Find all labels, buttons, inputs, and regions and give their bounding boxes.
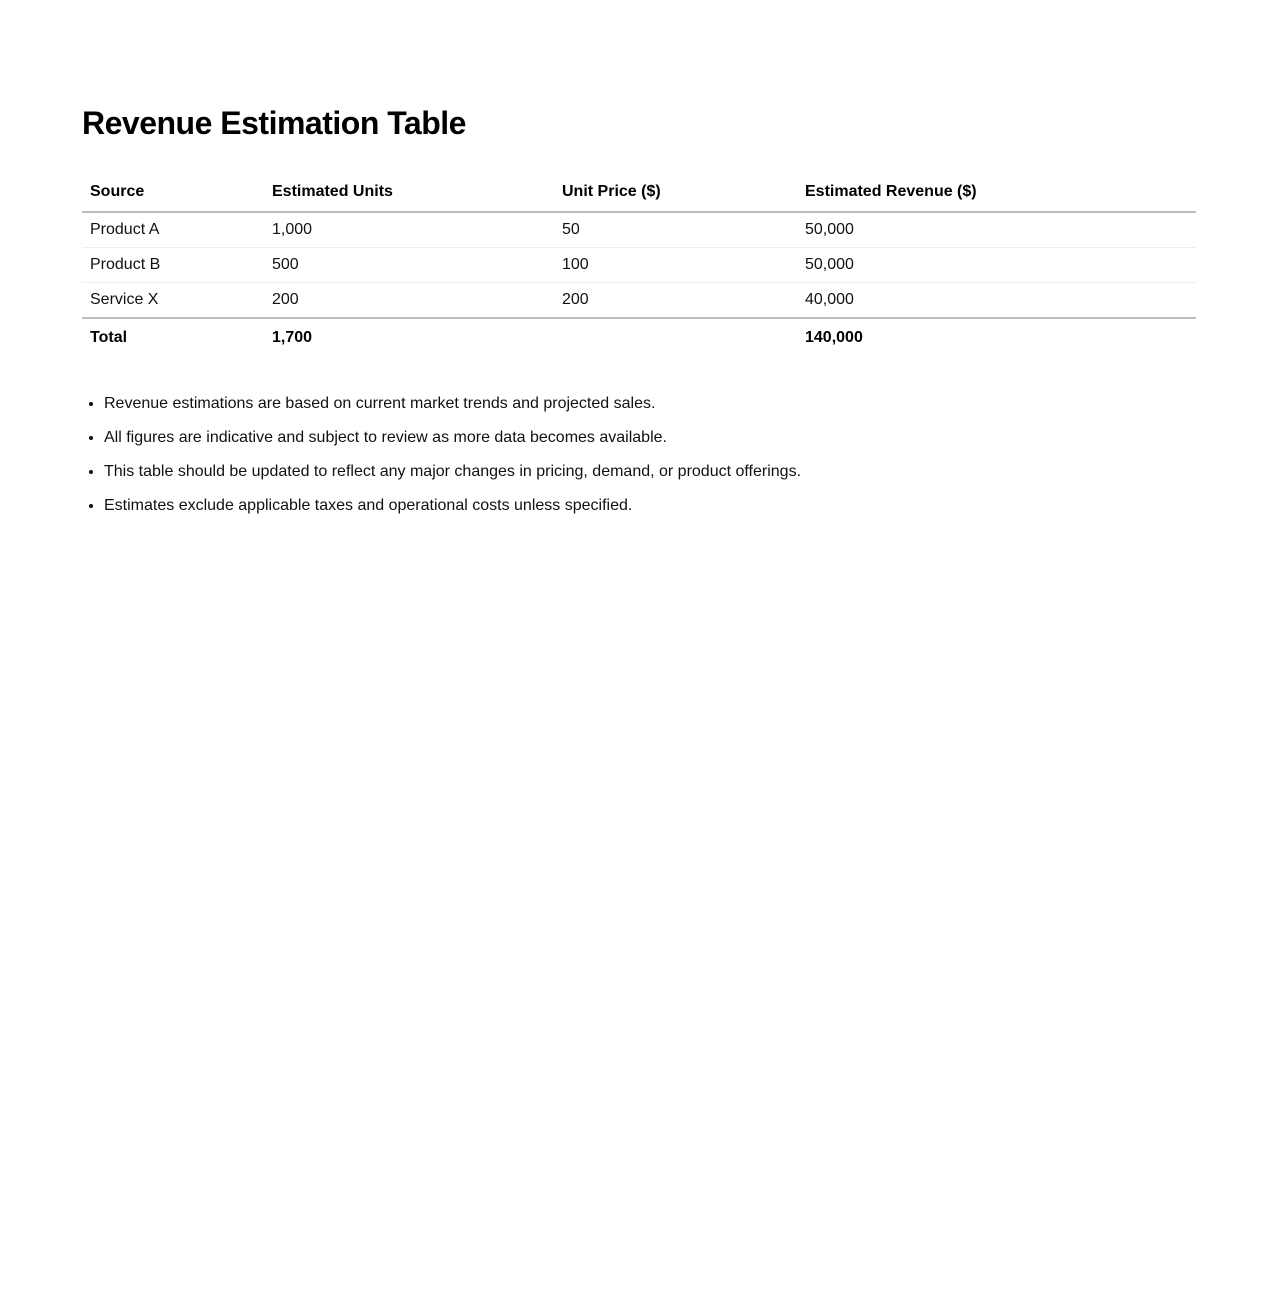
cell-revenue: 40,000 xyxy=(797,283,1196,319)
table-row xyxy=(82,212,1196,248)
list-item: • Revenue estimations are based on current market trends and projected sales. xyxy=(104,387,1196,421)
header-estimated-revenue: Estimated Revenue ($) xyxy=(797,173,1196,212)
cell-price: 200 xyxy=(554,283,797,319)
list-item: • All figures are indicative and subject to review as more data becomes available. xyxy=(104,421,1196,455)
cell-price: 50 xyxy=(554,212,797,248)
cell-source: Product B xyxy=(82,248,264,283)
cell-source: Service X xyxy=(82,283,264,319)
list-item: • This table should be updated to reflect any major changes in pricing, demand, or product offerings. xyxy=(104,455,1196,489)
table-body xyxy=(82,212,1196,357)
cell-units: 500 xyxy=(264,248,554,283)
total-revenue: 140,000 xyxy=(797,318,1196,357)
total-row xyxy=(82,318,1196,357)
cell-units: 1,000 xyxy=(264,212,554,248)
header-unit-price: Unit Price ($) xyxy=(554,173,797,212)
header-estimated-units: Estimated Units xyxy=(264,173,554,212)
cell-units: 200 xyxy=(264,283,554,319)
table-header xyxy=(82,173,1196,212)
list-item: • Estimates exclude applicable taxes and operational costs unless specified. xyxy=(104,489,1196,523)
total-units: 1,700 xyxy=(264,318,554,357)
cell-price: 100 xyxy=(554,248,797,283)
total-label: Total xyxy=(82,318,264,357)
revenue-table xyxy=(82,173,1196,357)
cell-revenue: 50,000 xyxy=(797,212,1196,248)
cell-source: Product A xyxy=(82,212,264,248)
page-title: Revenue Estimation Table xyxy=(82,105,466,141)
table-row xyxy=(82,283,1196,319)
header-source: Source xyxy=(82,173,264,212)
cell-revenue: 50,000 xyxy=(797,248,1196,283)
header-row xyxy=(82,173,1196,212)
table-row xyxy=(82,248,1196,283)
total-price xyxy=(554,318,797,357)
document-page xyxy=(0,0,1278,523)
notes-list xyxy=(82,387,1196,523)
